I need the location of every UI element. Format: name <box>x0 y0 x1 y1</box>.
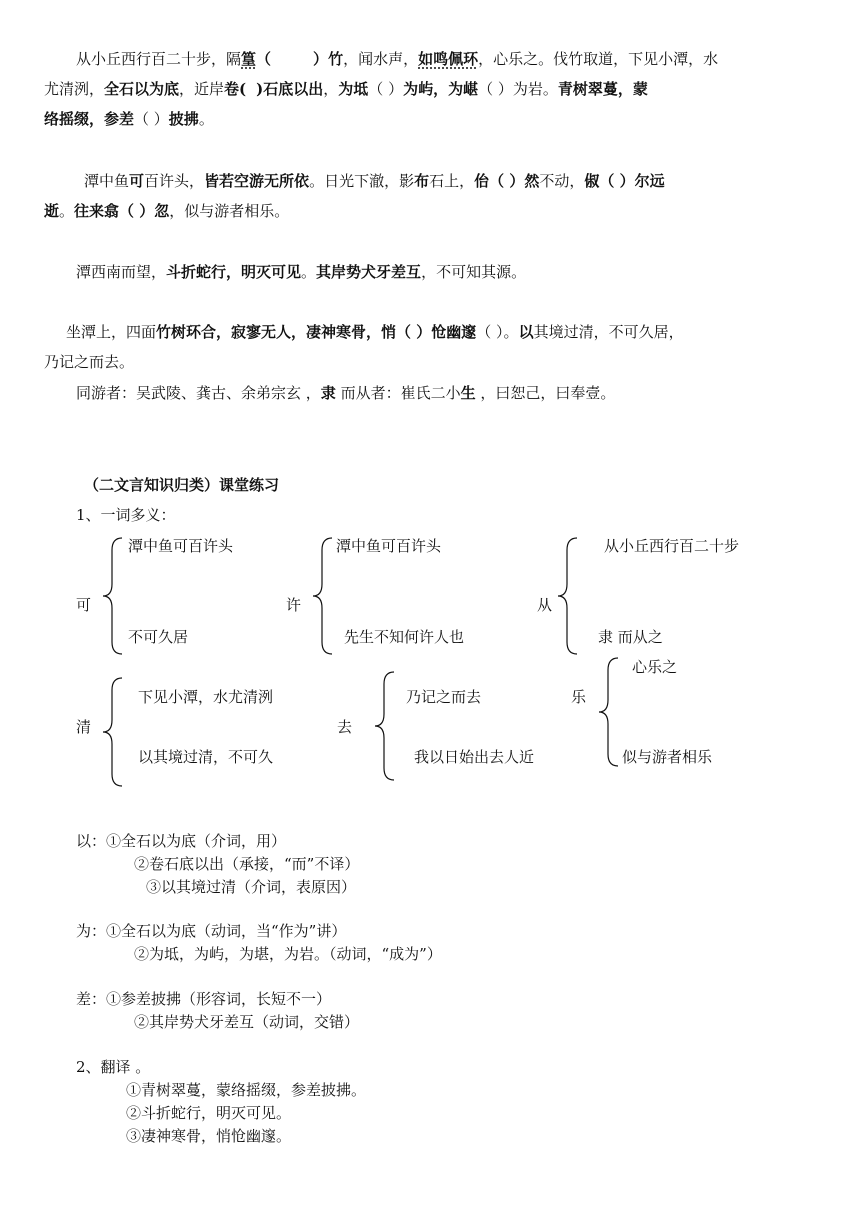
brace-icon <box>310 536 336 656</box>
key-phrase: 往来翕 <box>74 202 120 220</box>
translate-line-1: ①青树翠蔓，蒙络摇缀，参差披拂。 <box>126 1081 367 1099</box>
polysemy-char-qing: 清 <box>76 718 92 736</box>
passage-line-7 <box>66 321 684 343</box>
usage-cha-head: 差：①参差披拂（形容词，长短不一） <box>76 990 332 1008</box>
text: ，闻水声， <box>343 50 419 68</box>
polysemy-char-ke: 可 <box>76 596 92 614</box>
key-char: 忽 <box>154 202 170 220</box>
polysemy-qu-top: 乃记之而去 <box>406 688 482 706</box>
key-char: 以 <box>518 323 534 341</box>
polysemy-xu-top: 潭中鱼可百许头 <box>336 537 442 555</box>
key-phrase: 尔远 <box>634 172 665 190</box>
blank: （ ） <box>489 172 525 190</box>
blank: （ ） <box>368 80 404 98</box>
polysemy-qu-bottom: 我以日始出去人近 <box>414 748 535 766</box>
polysemy-char-qu: 去 <box>337 718 353 736</box>
polysemy-char-cong: 从 <box>537 596 553 614</box>
key-phrase: 如鸣佩环 <box>418 50 479 68</box>
text: 潭西南而望， <box>76 263 167 281</box>
text: 坐潭上，四面 <box>66 323 157 341</box>
key-char: 可 <box>129 172 145 190</box>
usage-yi-head: 以：①全石以为底（介词，用） <box>76 832 287 850</box>
passage-line-8 <box>44 351 134 373</box>
usage-wei-head: 为：①全石以为底（动词，当“作为”讲） <box>76 922 347 940</box>
passage-line-4 <box>84 170 665 192</box>
key-phrase: 其岸势犬牙差互 <box>316 263 422 281</box>
translate-line-3: ③凄神寒骨，悄怆幽邃。 <box>126 1127 292 1145</box>
usage-yi-line-3: ③以其境过清（介词，表原因） <box>146 878 357 896</box>
passage-line-9 <box>76 382 615 404</box>
text: 。 <box>198 110 214 128</box>
usage-yi-line-2: ②卷石底以出（承接，“而”不译） <box>134 855 360 873</box>
polysemy-cong-bottom: 隶 而从之 <box>598 628 663 646</box>
polysemy-le-top: 心乐之 <box>632 658 678 676</box>
key-char: 佁 <box>474 172 490 190</box>
usage-wei-line-2: ②为坻，为屿，为堪，为岩。（动词，“成为”） <box>134 945 442 963</box>
text: ，心乐之。伐竹取道，下见小潭，水 <box>478 50 719 68</box>
text: 其境过清，不可久居， <box>533 323 684 341</box>
text: 而从者：崔氏二小 <box>335 384 461 402</box>
text: 同游者：吴武陵、龚古、余弟宗玄 ， <box>76 384 321 402</box>
blank-close: ） <box>313 50 329 68</box>
text: 潭中鱼 <box>84 172 130 190</box>
key-phrase: 怆幽邃 <box>431 323 477 341</box>
blank: （ ） <box>396 323 432 341</box>
text: ，曰恕己，曰奉壹。 <box>475 384 616 402</box>
passage-line-6 <box>76 261 526 283</box>
text: ，似与游者相乐。 <box>169 202 290 220</box>
key-char: 俶 <box>584 172 600 190</box>
key-phrase: 青树翠蔓，蒙 <box>557 80 648 98</box>
text: 乃记之而去。 <box>44 353 135 371</box>
key-char: 隶 <box>320 384 336 402</box>
key-phrase: 全石以为底 <box>104 80 180 98</box>
text: 从小丘西行百二十步，隔 <box>76 50 242 68</box>
polysemy-cong-top: 从小丘西行百二十步 <box>604 537 740 555</box>
key-phrase: 竹树环合，寂寥无人，凄神寒骨，悄 <box>156 323 397 341</box>
brace-icon <box>555 536 581 656</box>
key-char: 逝 <box>44 202 60 220</box>
passage-line-1 <box>76 48 718 70</box>
brace-icon <box>596 656 622 768</box>
key-char: 布 <box>414 172 430 190</box>
blank: （ ）。 <box>476 323 519 341</box>
text: 百许头， <box>144 172 205 190</box>
text: 。 <box>59 202 75 220</box>
translate-line-2: ②斗折蛇行，明灭可见。 <box>126 1104 292 1122</box>
key-char: 竹 <box>328 50 344 68</box>
key-char: 生 <box>460 384 476 402</box>
polysemy-qing-bottom: 以其境过清，不可久 <box>138 748 274 766</box>
blank: （ ） <box>119 202 155 220</box>
key-char: 然 <box>524 172 540 190</box>
passage-line-2 <box>44 78 648 100</box>
blank: （ ） <box>134 110 169 128</box>
brace-icon <box>372 670 398 782</box>
text: 。日光下澈，影 <box>309 172 415 190</box>
brace-icon <box>100 536 126 656</box>
text: 石上， <box>429 172 475 190</box>
polysemy-qing-top: 下见小潭，水尤清洌 <box>138 688 274 706</box>
polysemy-ke-bottom: 不可久居 <box>128 628 189 646</box>
polysemy-ke-top: 潭中鱼可百许头 <box>128 537 234 555</box>
blank: （ ） <box>599 172 635 190</box>
key-char: 卷( <box>224 80 247 98</box>
question-2-label: 2、翻译 。 <box>76 1058 151 1076</box>
text: 不动， <box>539 172 585 190</box>
key-char: 篁 <box>241 50 257 68</box>
brace-icon <box>100 676 126 788</box>
blank: （ ）为岩。 <box>478 80 558 98</box>
key-phrase: 为屿，为嵁 <box>403 80 479 98</box>
text: ， <box>323 80 339 98</box>
passage-line-3 <box>44 108 214 130</box>
key-phrase: 络摇缀，参差 <box>44 110 135 128</box>
polysemy-xu-bottom: 先生不知何许人也 <box>344 628 465 646</box>
key-phrase: 为坻 <box>338 80 369 98</box>
passage-line-5 <box>44 200 289 222</box>
polysemy-le-bottom: 似与游者相乐 <box>622 748 713 766</box>
text: ，不可知其源。 <box>421 263 527 281</box>
blank-open: （ <box>256 50 272 68</box>
text: 。 <box>301 263 317 281</box>
usage-cha-line-2: ②其岸势犬牙差互（动词，交错） <box>134 1013 360 1031</box>
question-1-label: 1、一词多义： <box>76 506 176 524</box>
section-title: （二文言知识归类）课堂练习 <box>84 476 280 494</box>
key-phrase: 斗折蛇行，明灭可见 <box>166 263 302 281</box>
key-phrase: 披拂 <box>168 110 199 128</box>
polysemy-char-le: 乐 <box>571 688 587 706</box>
polysemy-char-xu: 许 <box>286 596 302 614</box>
text: ，近岸 <box>179 80 225 98</box>
key-phrase: 皆若空游无所依 <box>204 172 310 190</box>
key-phrase: )石底以出 <box>256 80 324 98</box>
text: 尤清洌， <box>44 80 105 98</box>
